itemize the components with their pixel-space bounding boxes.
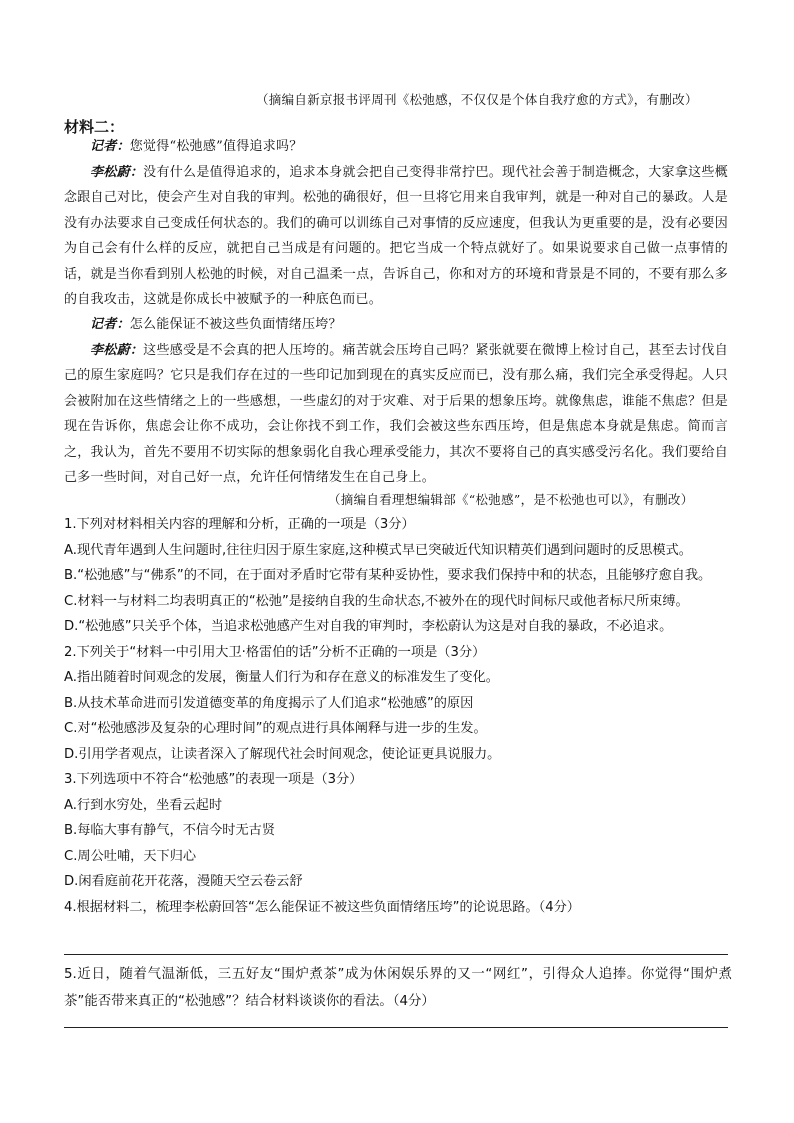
question-1-option-a: A.现代青年遇到人生问题时,往往归因于原生家庭,这种模式早已突破近代知识精英们遇到问题时的反思模式。: [64, 542, 692, 558]
question-3-option-a: A.行到水穷处，坐看云起时: [64, 797, 223, 813]
answer-text: 没有什么是值得追求的，追求本身就会把自己变得非常拧巴。现代社会善于制造概念，大家拿这些概念跟自己对比，使会产生对自我的审判。松弛的确很好，但一旦将它用来自我审判，就是一种对自己的暴政。人是没有办法要求自己变成任何状态的。我们的确可以训练自己对事情的反应速度，但我认为更重要的是，没有必要因为自己会有什么样的反应，就把自己当成是有问题的。把它当成一个特点就好了。如果说要求自己做一点事情的话，就是当你看到别人松弛的时候，对自己温柔一点，告诉自己，你和对方的环境和背景是不同的，不要有那么多的自我攻击，这就是你成长中被赋予的一种底色而已。: [64, 164, 728, 307]
interviewer-question: [64, 134, 728, 160]
answer-line: [64, 1027, 728, 1028]
question-1-stem: 1.下列对材料相关内容的理解和分析，正确的一项是（3分）: [64, 517, 415, 532]
question-4-stem: 4.根据材料二，梳理李松蔚回答“怎么能保证不被这些负面情绪压垮”的论说思路。（4分）: [64, 899, 580, 915]
question-2-option-b: B.从技术革命进而引发道德变革的角度揭示了人们追求“松弛感”的原因: [64, 695, 474, 711]
question-3-option-d: D.闲看庭前花开花落，漫随天空云卷云舒: [64, 874, 303, 889]
question-3-option-b: B.每临大事有静气，不信今时无古贤: [64, 823, 276, 838]
question-5-stem: 5.近日，随着气温渐低，三五好友“围炉煮茶”成为休闲娱乐界的又一“网红”，引得众人追捧。你觉得“围炉煮茶”能否带来真正的“松弛感”？结合材料谈谈你的看法。（4分）: [64, 967, 732, 1009]
question-list: [64, 512, 734, 920]
question-1-option-d: D.“松弛感”只关乎个体，当追求松弛感产生对自我的审判时，李松蔚认为这是对自我的暴政，不必追求。: [64, 619, 673, 634]
question-2-option-d: D.引用学者观点，让读者深入了解现代社会时间观念，使论证更具说服力。: [64, 746, 501, 762]
question-1-option-b: B.“松弛感”与“佛系”的不同，在于面对矛盾时它带有某种妥协性，要求我们保持中和的状态，且能够疗愈自我。: [64, 568, 712, 583]
speaker-label: 李松蔚：: [90, 164, 144, 180]
interview-block-two: [64, 312, 728, 491]
answer-line: [64, 954, 728, 955]
question-2-option-a: A.指出随着时间观念的发展，衡量人们行为和存在意义的标准发生了变化。: [64, 670, 499, 685]
interviewer-question: [64, 312, 728, 338]
question-3-option-c: C.周公吐哺，天下归心: [64, 848, 197, 864]
speaker-label: 李松蔚：: [90, 342, 144, 358]
question-2-stem: 2.下列关于“材料一中引用大卫·格雷伯的话”分析不正确的一项是（3分）: [64, 644, 486, 660]
answer-text: 这些感受是不会真的把人压垮的。痛苦就会压垮自己吗？紧张就要在微博上检讨自己，甚至去讨伐自己的原生家庭吗？它只是我们存在过的一些印记加到现在的真实反应而已，没有那么痛，我们完全承受得起。人只会被附加在这些情绪之上的一些感想，一些虚幻的对于灾难、对于后果的想象压垮。就像焦虑，谁能不焦虑？但是现在告诉你，焦虑会让你不成功，会让你找不到工作，我们会被这些东西压垮，但是焦虑本身就是焦虑。简而言之，我认为，首先不要用不切实际的想象弱化自我心理承受能力，其次不要将自己的真实感受污名化。我们要给自己多一些时间，对自己好一点，允许任何情绪发生在自己身上。: [64, 342, 728, 485]
source-citation-material-two: （摘编自看理想编辑部《“松弛感”，是不松弛也可以》，有删改）: [328, 492, 694, 507]
interviewee-answer: [64, 338, 728, 491]
speaker-label: 记者：: [90, 317, 130, 332]
interviewee-answer: [64, 160, 728, 313]
question-1-option-c: C.材料一与材料二均表明真正的“松弛”是接纳自我的生命状态,不被外在的现代时间标尺或他者标尺所束缚。: [64, 593, 689, 609]
question-3-stem: 3.下列选项中不符合“松弛感”的表现一项是（3分）: [64, 772, 363, 787]
interview-block-one: [64, 134, 728, 313]
question-text: 您觉得“松弛感”值得追求吗？: [129, 139, 303, 154]
speaker-label: 记者：: [90, 139, 130, 154]
material-two-heading: 材料二：: [64, 118, 125, 136]
question-text: 怎么能保证不被这些负面情绪压垮？: [129, 317, 342, 332]
question-5-block: [64, 961, 732, 1015]
source-citation-material-one: （摘编自新京报书评周刊《松弛感，不仅仅是个体自我疗愈的方式》，有删改）: [256, 92, 698, 107]
question-2-option-c: C.对“松弛感涉及复杂的心理时间”的观点进行具体阐释与进一步的生发。: [64, 721, 487, 736]
